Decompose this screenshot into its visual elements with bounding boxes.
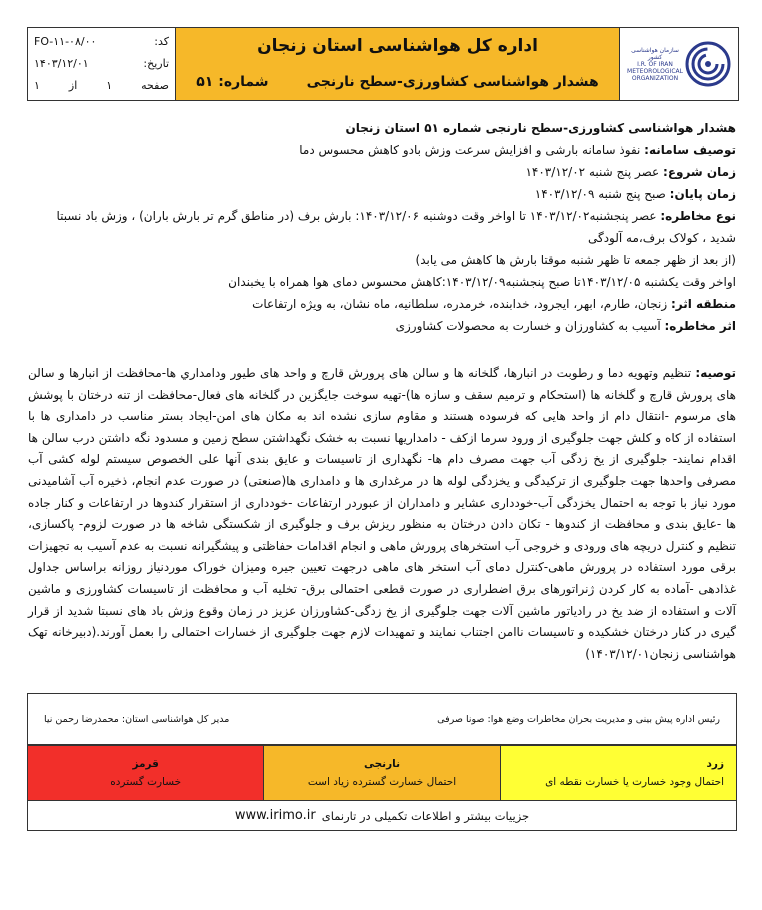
hazard-type: نوع مخاطره: عصر پنجشنبه۱۴۰۳/۱۲/۰۲ تا اواخر وقت دوشنبه ۱۴۰۳/۱۲/۰۶: بارش برف (در مناطق گرم تر بارش باران) ، وزش باد نسبتا شدید ، کولاک برف،مه آلودگی <box>56 209 736 245</box>
recommendations: توصیه: تنظیم وتهویه دما و رطوبت در انبارها، گلخانه ها و سالن های پرورش قارچ و واحد های طیور ودامداري ها-محافظت از انبارها و سالن های پرورش قارچ و گلخانه ها (استحکام و ترمیم سقف و سازه ها)-تهیه سوخت جایگزین در گلخانه های فعال-محافظت از تنه درختان با پوشش های مرسوم -انتقال دام از واحد هایی که فرسوده هستند و مقاوم سازی نشده اند به مکان های امن-ایجاد بستر مناسب در دامداری ها با استفاده از کاه و کلش جهت جلوگیری از ورود سرما ازکف - دامداریها نسبت به خشک نگهداشتن سطح زمین و مسدود نگه داشتن درب سالن ها اقدام نمایند- جلوگیری از یخ زدگی آب جهت مصرف دام ها- نگهداری از تاسیسات و عایق بندی آنها علی الخصوص سیستم لوله کشی آب مصرفی واحدها جهت جلوگیری از ترکیدگی و یخزدگی لوله ها در مرغداری ها و دامداری ها(صنعتی) در صورت عدم انجام، ذخیره آب آشامیدنی مورد نیاز با توجه به احتمال یخزدگی آب-خودداری عشایر و دامداران از عبوردر ارتفاعات -خودداری از استقرار کندوها در ارتفاعات و کنار جاده ها -عایق بندی و محافظت از کندوها - تکان دادن درختان به منظور ریزش برف و جلوگیری از شکستگی شاخه ها در صورت لزوم- پاکسازی، تنظیم و کنترل دریچه های ورودی و خروجی آب استخرهای پرورش ماهی و انجام اقدامات حفاظتی و پیشگیرانه نسبت به عدم آسیب به تجهیزات برقی مورد استفاده در پرورش ماهی-کنترل دمای آب استخر های ماهی درجهت تعیین جیره ومیزان خوراک موردنیاز روزانه براساس جداول غذادهی -آماده به کار کردن ژنراتورهای برق اضطراری در صورت قطعی احتمالی برق- تخلیه آب و محافظت از تاسیسات کشاورزی و ماشین آلات و استفاده از ضد یخ در رادیاتور ماشین آلات جهت جلوگیری از یخ زدگی-کشاورزان عزیز در زمان وقوع وزش باد های نسبتا شدید از قرار گیری در کنار درختان خشکیده و تاسیسات ناامن اجتناب نمایند و تمهیدات لازم جهت جلوگیری از خسارات احتمالی را بعمل آورند.(دبیرخانه تهک هواشناسی زنجان۱۴۰۳/۱۲/۰۱) <box>28 366 736 661</box>
warning-subtitle-row <box>176 64 619 100</box>
end-time: زمان پایان: صبح پنج شنبه ۱۴۰۳/۱۲/۰۹ <box>534 187 736 201</box>
title-area <box>176 28 620 100</box>
page-label: صفحه <box>141 79 169 92</box>
code-value: FO-۱۱-۰۸/۰۰ <box>34 35 97 48</box>
document-meta <box>28 28 176 100</box>
page-current: ۱ <box>106 79 113 92</box>
warning-body <box>28 105 736 665</box>
page-of: از <box>68 79 78 92</box>
office-title: اداره کل هواشناسی استان زنجان <box>257 36 538 56</box>
signature-box <box>27 693 737 745</box>
level-red: قرمز خسارت گسترده <box>28 746 263 800</box>
organization-logo <box>620 28 738 100</box>
forecast-head-signature: رئیس اداره پیش بینی و مدیریت بحران مخاطرات وضع هوا: صونا صرفی <box>437 713 720 725</box>
warning-number: شماره: ۵۱ <box>196 74 269 90</box>
system-description: توصیف سامانه: نفوذ سامانه بارشی و افزایش سرعت وزش بادو کاهش محسوس دما <box>299 143 736 157</box>
page-total: ۱ <box>34 79 40 92</box>
spiral-logo-icon <box>685 41 731 87</box>
warning-subtitle: هشدار هواشناسی کشاورزی-سطح نارنجی <box>306 74 599 90</box>
level-orange: نارنجی احتمال خسارت گسترده زیاد است <box>263 746 499 800</box>
website-link[interactable]: www.irimo.ir <box>234 808 316 823</box>
level-yellow: زرد احتمال وجود خسارت یا خسارت نقطه ای <box>500 746 736 800</box>
warning-heading: هشدار هواشناسی کشاورزی-سطح نارنجی شماره ۵۱ استان زنجان <box>345 121 736 135</box>
date-value: ۱۴۰۳/۱۲/۰۱ <box>34 57 89 70</box>
affected-area: منطقه اثر: زنجان، طارم، ابهر، ایجرود، خدابنده، خرمدره، سلطانیه، ماه نشان، به ویژه ارتفاعات <box>252 297 736 311</box>
logo-text-fa: سازمان هواشناسی کشور <box>631 46 679 61</box>
warning-levels-table <box>27 745 737 801</box>
footer-text: جزییات بیشتر و اطلاعات تکمیلی در تارنمای <box>321 808 530 823</box>
code-label: کد: <box>154 35 169 48</box>
director-signature: مدیر کل هواشناسی استان: محمدرضا رحمن نیا <box>44 713 230 725</box>
hazard-note: (از بعد از ظهر جمعه تا ظهر شنبه موقتا بارش ها کاهش می یابد) <box>415 253 736 267</box>
document-header <box>27 27 739 101</box>
date-label: تاریخ: <box>143 57 169 70</box>
hazard-frost: اواخر وقت یکشنبه ۱۴۰۳/۱۲/۰۵تا صبح پنجشنبه۱۴۰۳/۱۲/۰۹:کاهش محسوس دمای هوا همراه با یخبندان <box>228 275 736 289</box>
start-time: زمان شروع: عصر پنج شنبه ۱۴۰۳/۱۲/۰۲ <box>525 165 736 179</box>
hazard-effect: اثر مخاطره: آسیب به کشاورزان و خسارت به محصولات کشاورزی <box>395 319 736 333</box>
footer <box>27 801 737 831</box>
logo-text-en: I.R. OF IRAN METEOROLOGICAL ORGANIZATION <box>627 60 683 82</box>
